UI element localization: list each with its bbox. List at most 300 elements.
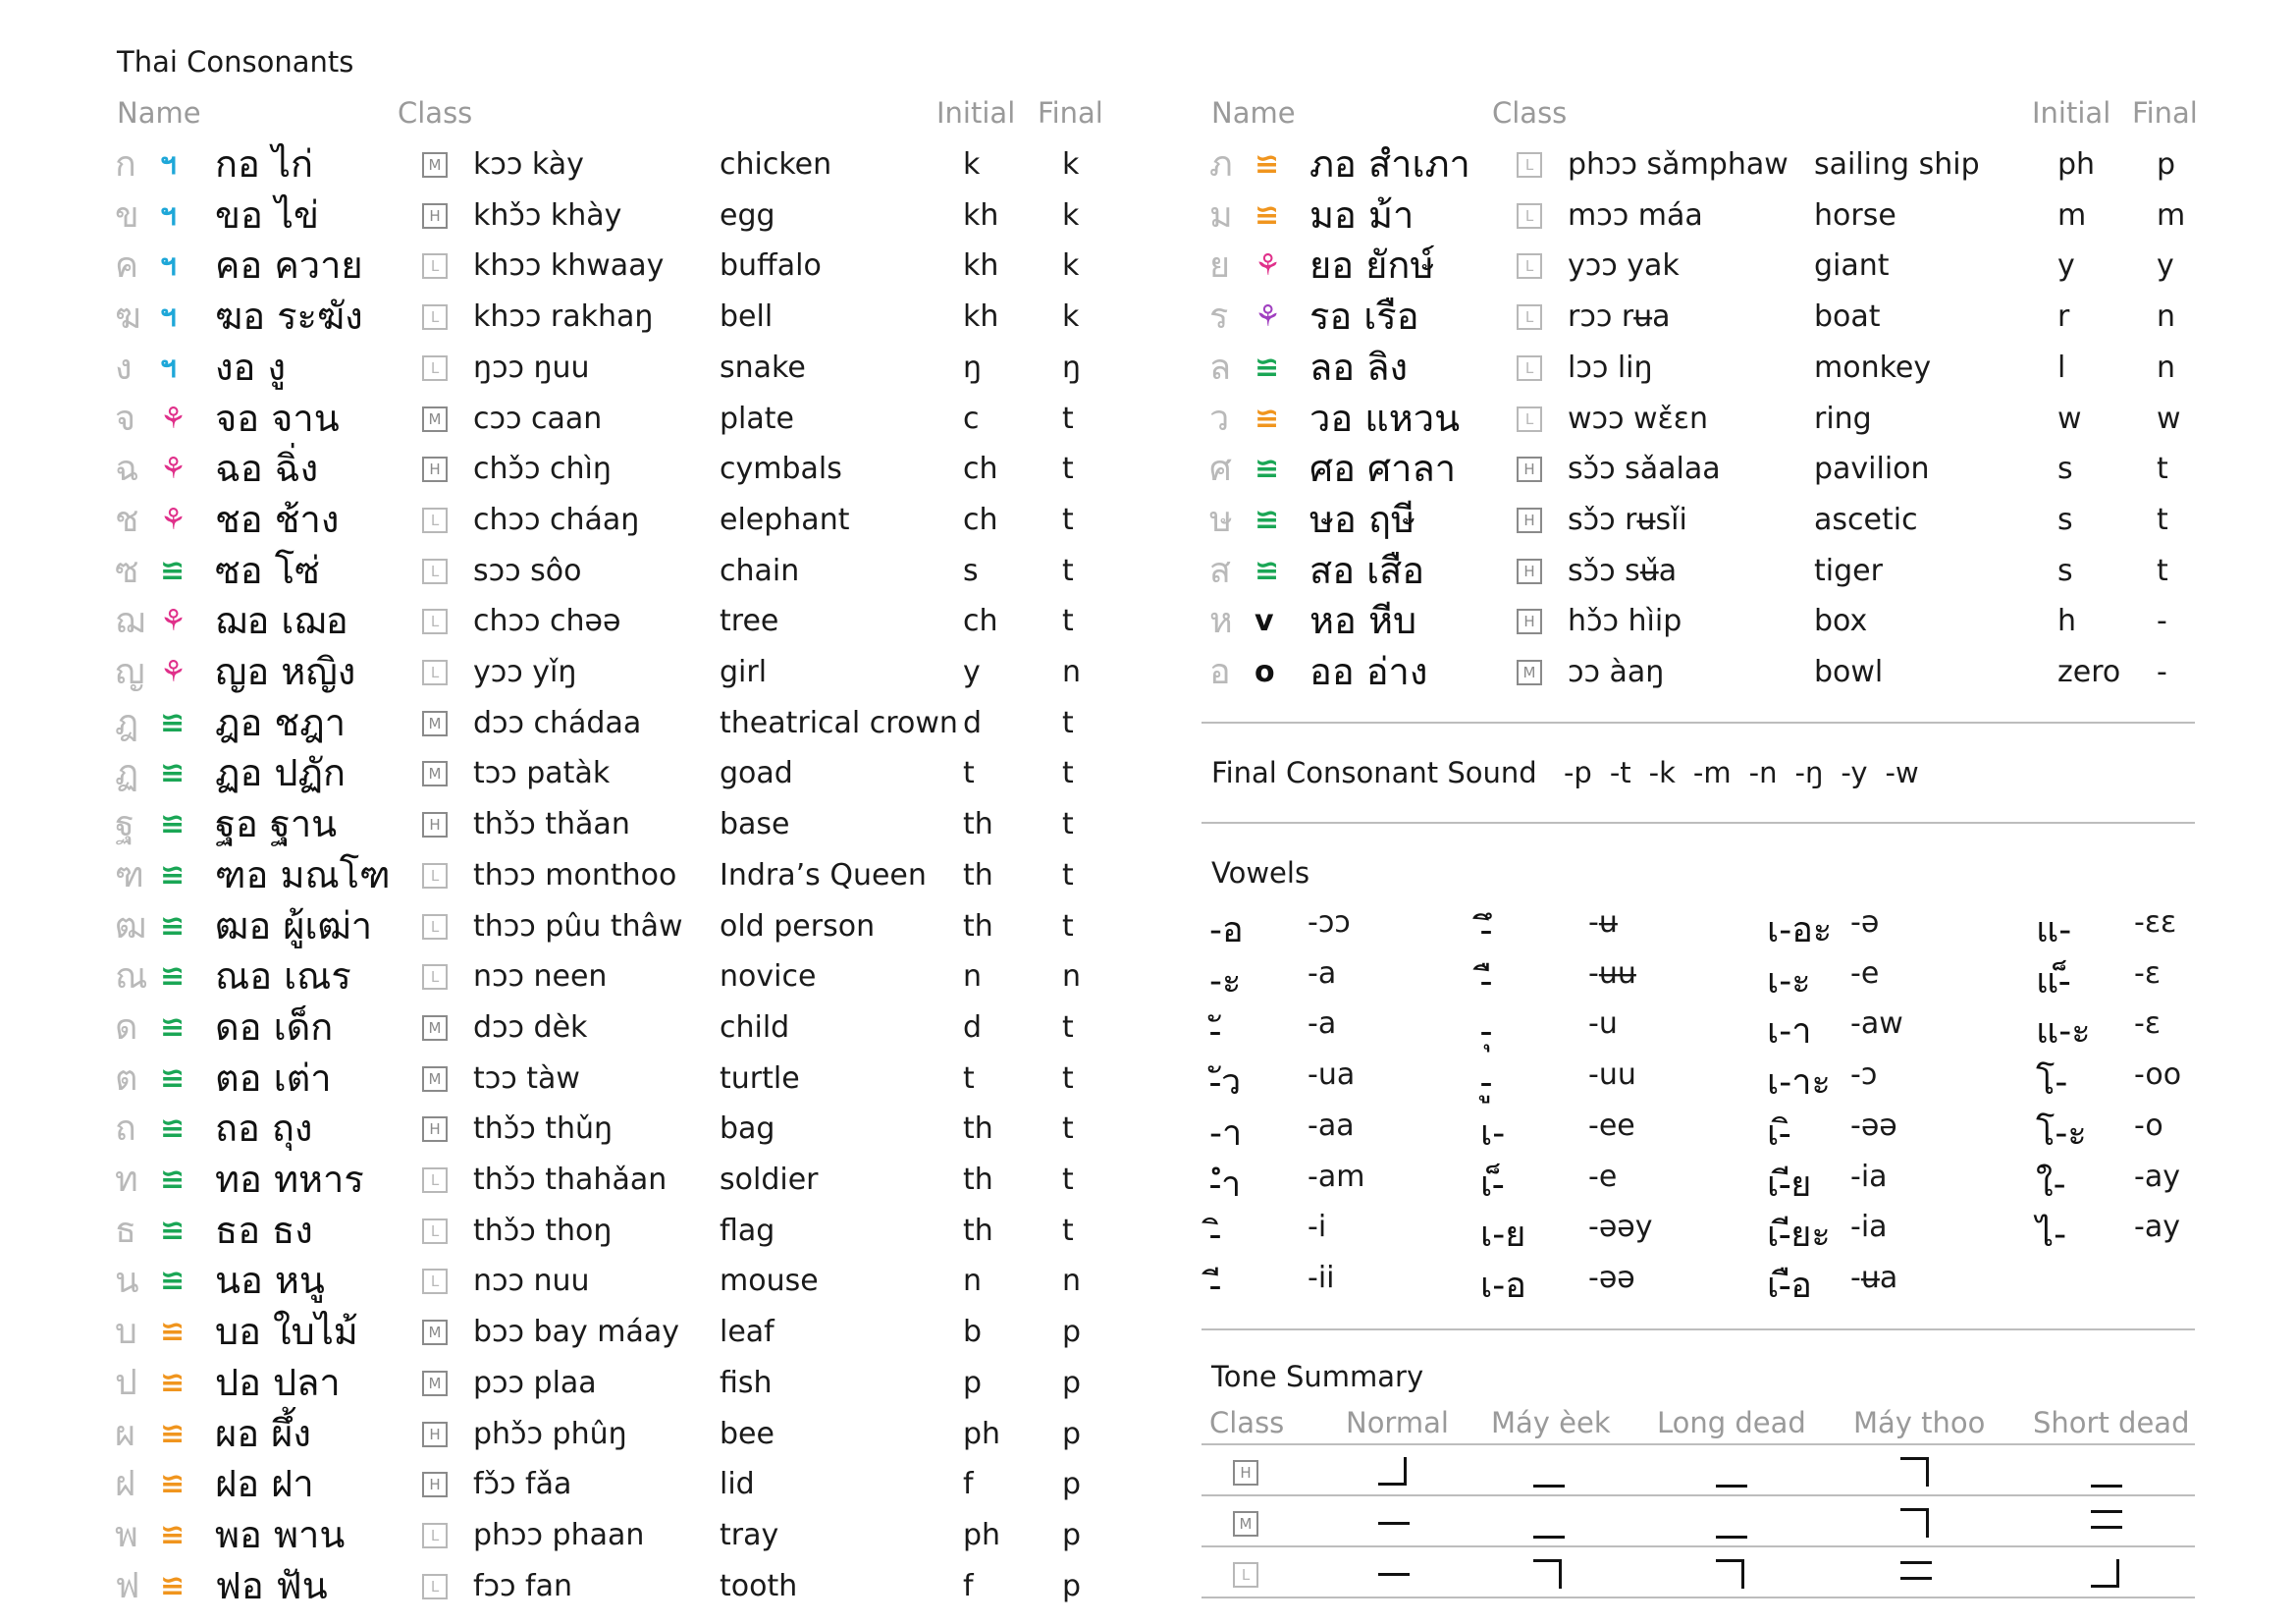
english-meaning: bee <box>720 1416 774 1451</box>
tone-stroke <box>1900 1577 1932 1580</box>
class-symbol-icon: ฯ <box>160 350 177 385</box>
romanization: chɔ̌ɔ chìŋ <box>473 452 612 487</box>
vowel-sound: -ii <box>1308 1260 1335 1295</box>
class-box-icon: L <box>422 863 448 889</box>
initial-sound: k <box>963 147 981 182</box>
final-sound: n <box>2157 299 2176 335</box>
tone-stroke <box>1533 1559 1561 1562</box>
vowel-thai: เ-า <box>1767 1011 1812 1053</box>
class-symbol-icon: ⚘ <box>160 604 187 639</box>
vowel-sound: -o <box>2134 1108 2163 1143</box>
consonant-row <box>1209 495 2240 545</box>
vowel-sound: -ʉʉ <box>1588 955 1636 991</box>
vowel-sound: -əə <box>1588 1260 1635 1295</box>
consonant-row <box>115 698 1146 748</box>
class-box-icon: L <box>1517 355 1542 381</box>
thai-name: มอ ม้า <box>1309 192 1415 237</box>
final-sound: t <box>1062 807 1074 842</box>
header-final-right: Final <box>2132 96 2198 130</box>
final-sound: t <box>1062 857 1074 893</box>
class-box-icon: H <box>422 203 448 229</box>
vowel-thai: -ุ <box>1480 1011 1492 1053</box>
consonant-row <box>115 444 1146 494</box>
english-meaning: monkey <box>1814 350 1932 385</box>
vowel-sound: -aa <box>1308 1108 1355 1143</box>
letter-ghost: ค <box>115 245 139 287</box>
letter-ghost: พ <box>115 1514 138 1555</box>
consonant-row <box>115 901 1146 951</box>
initial-sound: ch <box>963 452 998 487</box>
class-symbol-icon: ≌ <box>1255 452 1280 487</box>
consonant-row <box>1209 546 2240 596</box>
tone-mark-mid <box>1374 1549 1414 1598</box>
consonant-row <box>115 343 1146 393</box>
consonant-row <box>1209 343 2240 393</box>
class-box-icon: L <box>422 253 448 279</box>
final-sound-item: -ŋ <box>1794 756 1824 789</box>
thai-name: ฉอ ฉิ่ง <box>215 447 319 491</box>
letter-ghost: ซ <box>115 550 139 591</box>
thai-name: ฟอ ฟัน <box>215 1563 328 1607</box>
letter-ghost: ห <box>1209 601 1233 642</box>
thai-name: จอ จาน <box>215 396 340 440</box>
tone-stroke <box>1900 1508 1928 1511</box>
letter-ghost: ต <box>115 1057 138 1099</box>
tone-mark-high <box>2087 1498 2126 1547</box>
final-sound: - <box>2157 604 2167 639</box>
thai-name: ออ อ่าง <box>1309 650 1428 693</box>
tone-mark-low <box>1529 1447 1569 1496</box>
thai-name: ขอ ไข่ <box>215 192 319 237</box>
class-symbol-icon: ≌ <box>160 1416 186 1451</box>
final-sound-item: -n <box>1748 756 1778 789</box>
tone-stroke <box>1900 1457 1928 1460</box>
final-sound-item: -k <box>1648 756 1676 789</box>
vowel-sound: -u <box>1588 1006 1618 1042</box>
class-symbol-icon: ≌ <box>1255 197 1280 233</box>
letter-ghost: ฝ <box>115 1464 136 1505</box>
thai-name: ฐอ ฐาน <box>215 802 338 846</box>
thai-name: ฒอ ผู้เฒ่า <box>215 903 373 947</box>
final-sound: t <box>1062 502 1074 537</box>
tone-mark-mid <box>1374 1498 1414 1547</box>
vowels-title: Vowels <box>1211 856 1310 890</box>
class-box-icon: L <box>1233 1562 1258 1588</box>
class-symbol-icon: ⚘ <box>1255 248 1281 284</box>
class-symbol-icon: ≌ <box>1255 553 1280 588</box>
english-meaning: sailing ship <box>1814 147 1980 182</box>
english-meaning: snake <box>720 350 806 385</box>
english-meaning: cymbals <box>720 452 842 487</box>
class-box-icon: L <box>422 609 448 634</box>
class-box-icon: H <box>1517 508 1542 533</box>
letter-ghost: ฉ <box>115 449 139 490</box>
letter-ghost: ล <box>1209 347 1232 388</box>
vowel-sound: -ɛ <box>2134 1006 2162 1042</box>
final-sound: t <box>1062 1163 1074 1197</box>
tone-header: Normal <box>1346 1406 1449 1439</box>
vowel-thai: เ-ีย <box>1767 1164 1812 1205</box>
consonant-row <box>115 1002 1146 1053</box>
class-box-icon: M <box>422 1015 448 1041</box>
vowel-thai: ใ- <box>2036 1164 2066 1205</box>
class-box-icon: H <box>422 1422 448 1447</box>
thai-name: ฎอ ชฎา <box>215 700 347 744</box>
vowel-sound: -ee <box>1588 1108 1635 1143</box>
letter-ghost: ฟ <box>115 1565 140 1606</box>
tone-stroke <box>1716 1559 1743 1562</box>
vowel-thai: เ-อะ <box>1767 910 1833 950</box>
letter-ghost: ษ <box>1209 499 1233 540</box>
thai-name: งอ งู <box>215 345 287 389</box>
tone-row-rule <box>1201 1545 2195 1547</box>
letter-ghost: ถ <box>115 1109 136 1150</box>
vowel-thai: เ- <box>1480 1112 1506 1154</box>
vowel-sound: -ɛ <box>2134 955 2162 991</box>
consonant-row <box>1209 241 2240 291</box>
tone-stroke <box>2116 1559 2119 1588</box>
romanization: rɔɔ rʉa <box>1568 299 1671 335</box>
letter-ghost: ฒ <box>115 905 147 947</box>
initial-sound: s <box>963 553 979 588</box>
romanization: sɔ̌ɔ sǎalaa <box>1568 452 1721 487</box>
class-box-icon: H <box>422 457 448 482</box>
initial-sound: ph <box>963 1416 1001 1451</box>
romanization: phɔɔ sǎmphaw <box>1568 147 1789 182</box>
class-box-icon: L <box>1517 152 1542 178</box>
class-box-icon: L <box>422 1574 448 1599</box>
class-symbol-icon: ≌ <box>160 908 186 944</box>
class-symbol-icon: ⚘ <box>1255 299 1281 335</box>
final-sound: t <box>1062 705 1074 740</box>
final-sound: p <box>2157 147 2176 182</box>
vowel-thai: -ะ <box>1209 960 1242 1001</box>
tone-header-rule <box>1201 1443 2195 1445</box>
vowel-thai: -ู <box>1480 1062 1492 1104</box>
romanization: pɔɔ plaa <box>473 1365 597 1400</box>
thai-name: ภอ สำเภา <box>1309 142 1470 186</box>
romanization: dɔɔ dèk <box>473 1009 588 1045</box>
vowel-sound: -ua <box>1308 1057 1356 1093</box>
letter-ghost: ฑ <box>115 854 144 895</box>
vowel-thai: เ-าะ <box>1767 1062 1831 1104</box>
divider <box>1201 822 2195 824</box>
header-initial-right: Initial <box>2032 96 2111 130</box>
consonant-row <box>115 292 1146 342</box>
initial-sound: ph <box>2057 147 2096 182</box>
thai-name: บอ ใบไม้ <box>215 1310 358 1354</box>
consonant-row <box>115 546 1146 596</box>
final-sound: t <box>1062 452 1074 487</box>
thai-name: ปอ ปลา <box>215 1360 341 1404</box>
initial-sound: r <box>2057 299 2070 335</box>
vowel-sound: -ɔɔ <box>1308 905 1351 940</box>
vowel-sound: -ia <box>1850 1159 1888 1194</box>
english-meaning: tooth <box>720 1568 798 1603</box>
english-meaning: novice <box>720 959 817 995</box>
class-symbol-icon: ≌ <box>160 756 186 791</box>
tone-stroke <box>2091 1526 2122 1529</box>
english-meaning: plate <box>720 401 794 436</box>
class-box-icon: H <box>422 1472 448 1497</box>
thai-name: ฆอ ระฆัง <box>215 295 363 339</box>
romanization: sɔ̌ɔ sʉ̌a <box>1568 553 1678 588</box>
initial-sound: th <box>963 1163 993 1197</box>
class-symbol-icon: ฯ <box>160 197 177 233</box>
initial-sound: d <box>963 1009 983 1045</box>
tone-mark-fall <box>1712 1549 1751 1598</box>
romanization: nɔɔ nuu <box>473 1264 590 1299</box>
vowel-thai: -ึ <box>1480 910 1492 950</box>
consonant-row <box>115 1155 1146 1205</box>
thai-name: หอ หีบ <box>1309 599 1417 643</box>
class-box-icon: H <box>1233 1460 1258 1486</box>
class-symbol-icon: ≌ <box>160 1009 186 1045</box>
final-sound: k <box>1062 197 1080 233</box>
thai-name: ถอ ถุง <box>215 1107 313 1151</box>
class-symbol-icon: ≌ <box>1255 147 1280 182</box>
romanization: ŋɔɔ ŋuu <box>473 350 590 385</box>
vowel-sound: -ʉa <box>1850 1260 1898 1295</box>
class-symbol-icon: ≌ <box>1255 350 1280 385</box>
vowel-sound: -ə <box>1850 905 1880 940</box>
vowel-thai: แ- <box>2036 910 2072 950</box>
letter-ghost: ง <box>115 347 133 388</box>
header-class-left: Class <box>398 96 473 130</box>
vowel-thai: -า <box>1209 1112 1243 1154</box>
tone-stroke <box>1404 1457 1407 1486</box>
initial-sound: zero <box>2057 655 2121 689</box>
class-box-icon: L <box>422 355 448 381</box>
consonant-row <box>1209 190 2240 241</box>
english-meaning: tiger <box>1814 553 1883 588</box>
romanization: thɔɔ monthoo <box>473 857 677 893</box>
english-meaning: ring <box>1814 401 1872 436</box>
consonant-row <box>115 850 1146 900</box>
initial-sound: th <box>963 908 993 944</box>
initial-sound: w <box>2057 401 2082 436</box>
romanization: lɔɔ liŋ <box>1568 350 1653 385</box>
class-box-icon: L <box>422 964 448 990</box>
english-meaning: turtle <box>720 1060 800 1096</box>
class-box-icon: L <box>1517 203 1542 229</box>
class-box-icon: M <box>422 711 448 736</box>
initial-sound: ph <box>963 1517 1001 1552</box>
english-meaning: tree <box>720 604 779 639</box>
english-meaning: fish <box>720 1365 773 1400</box>
class-box-icon: L <box>422 559 448 584</box>
thai-name: ดอ เด็ก <box>215 1004 334 1049</box>
letter-ghost: ย <box>1209 245 1231 287</box>
initial-sound: n <box>963 1264 983 1299</box>
tone-mark-low <box>2087 1447 2126 1496</box>
tone-stroke <box>1378 1522 1410 1525</box>
final-sound: ŋ <box>1062 350 1082 385</box>
english-meaning: chain <box>720 553 800 588</box>
consonant-row <box>115 190 1146 241</box>
tone-header: Máy èek <box>1491 1406 1611 1439</box>
vowel-thai: -ั <box>1209 1011 1221 1053</box>
class-box-icon: L <box>422 914 448 940</box>
english-meaning: bowl <box>1814 655 1884 689</box>
final-sound: m <box>2157 197 2186 233</box>
final-sound: n <box>2157 350 2176 385</box>
tone-mark-fall <box>1896 1447 1936 1496</box>
thai-name: ธอ ธง <box>215 1208 313 1252</box>
romanization: khɔ̌ɔ khày <box>473 197 622 233</box>
class-symbol-icon: ≌ <box>160 1163 186 1197</box>
final-sound: p <box>1062 1365 1082 1400</box>
tone-stroke <box>1378 1483 1406 1486</box>
thai-name: ญอ หญิง <box>215 650 356 693</box>
tone-mark-low <box>1529 1498 1569 1547</box>
final-sound: w <box>2157 401 2181 436</box>
thai-name: พอ พาน <box>215 1512 346 1556</box>
thai-name: ผอ ผึ้ง <box>215 1411 311 1455</box>
romanization: mɔɔ máa <box>1568 197 1703 233</box>
thai-name: ทอ ทหาร <box>215 1158 364 1201</box>
final-sound: y <box>2157 248 2174 284</box>
final-sound-item: -m <box>1692 756 1732 789</box>
thai-name: สอ เสือ <box>1309 548 1425 592</box>
consonant-row <box>1209 647 2240 697</box>
final-sound-item: -p <box>1563 756 1592 789</box>
english-meaning: lid <box>720 1467 755 1502</box>
initial-sound: m <box>2057 197 2087 233</box>
vowel-sound: -uu <box>1588 1057 1636 1093</box>
romanization: phɔ̌ɔ phûŋ <box>473 1416 627 1451</box>
consonant-row <box>115 1561 1146 1611</box>
final-sound: k <box>1062 147 1080 182</box>
class-box-icon: M <box>422 761 448 786</box>
header-name-right: Name <box>1211 96 1296 130</box>
class-symbol-icon: ≌ <box>160 1365 186 1400</box>
thai-name: ฝอ ฝา <box>215 1462 314 1506</box>
thai-name: ฏอ ปฏัก <box>215 751 347 795</box>
initial-sound: th <box>963 807 993 842</box>
thai-name: ตอ เต่า <box>215 1056 332 1100</box>
vowel-thai: เ-ะ <box>1767 960 1811 1001</box>
english-meaning: tray <box>720 1517 779 1552</box>
tone-stroke <box>1716 1536 1747 1539</box>
letter-ghost: ฎ <box>115 702 139 743</box>
romanization: yɔɔ yǐŋ <box>473 655 577 689</box>
consonant-row <box>115 394 1146 444</box>
thai-name: ซอ โซ่ <box>215 548 320 592</box>
class-symbol-icon: ≌ <box>160 959 186 995</box>
class-box-icon: L <box>422 1218 448 1244</box>
thai-name: ษอ ฤษี <box>1309 497 1416 541</box>
class-symbol-icon: ≌ <box>160 1213 186 1248</box>
header-final-left: Final <box>1038 96 1103 130</box>
thai-name: ศอ ศาลา <box>1309 447 1457 491</box>
final-sound: n <box>1062 1264 1082 1299</box>
romanization: thɔ̌ɔ thoŋ <box>473 1213 613 1248</box>
final-sound: t <box>1062 1009 1074 1045</box>
final-sound-item: -y <box>1841 756 1868 789</box>
divider <box>1201 722 2195 724</box>
class-symbol-icon: ≌ <box>160 807 186 842</box>
initial-sound: l <box>2057 350 2066 385</box>
final-sound: - <box>2157 655 2167 689</box>
english-meaning: bag <box>720 1111 775 1147</box>
romanization: khɔɔ rakhaŋ <box>473 299 654 335</box>
class-box-icon: M <box>422 1066 448 1092</box>
final-sound: t <box>2157 553 2168 588</box>
romanization: yɔɔ yak <box>1568 248 1680 284</box>
thai-name: คอ ควาย <box>215 244 363 288</box>
tone-stroke <box>1716 1485 1747 1488</box>
letter-ghost: ณ <box>115 956 148 998</box>
letter-ghost: ส <box>1209 550 1231 591</box>
class-box-icon: L <box>422 1269 448 1294</box>
vowel-thai: -ิ <box>1209 1215 1221 1256</box>
thai-name: ลอ ลิง <box>1309 345 1409 389</box>
english-meaning: ascetic <box>1814 502 1918 537</box>
initial-sound: th <box>963 1213 993 1248</box>
vowel-sound: -əəy <box>1588 1210 1653 1245</box>
initial-sound: f <box>963 1568 974 1603</box>
initial-sound: th <box>963 1111 993 1147</box>
vowel-sound: -əə <box>1850 1108 1897 1143</box>
header-class-right: Class <box>1492 96 1568 130</box>
tone-stroke <box>2091 1485 2122 1488</box>
final-sound: t <box>1062 1060 1074 1096</box>
final-sound: p <box>1062 1416 1082 1451</box>
class-symbol-icon: ⚘ <box>160 502 187 537</box>
final-sound-item: -w <box>1885 756 1919 789</box>
vowel-sound: -e <box>1588 1159 1618 1194</box>
initial-sound: kh <box>963 299 999 335</box>
class-box-icon: L <box>422 1523 448 1548</box>
vowel-sound: -e <box>1850 955 1880 991</box>
initial-sound: t <box>963 756 975 791</box>
letter-ghost: ฐ <box>115 804 134 845</box>
consonant-row <box>115 495 1146 545</box>
tone-mark-fall <box>1529 1549 1569 1598</box>
english-meaning: theatrical crown <box>720 705 958 740</box>
letter-ghost: ช <box>115 499 139 540</box>
class-box-icon: L <box>422 508 448 533</box>
vowel-thai: -ำ <box>1209 1164 1242 1205</box>
letter-ghost: น <box>115 1261 139 1302</box>
initial-sound: h <box>2057 604 2077 639</box>
english-meaning: flag <box>720 1213 775 1248</box>
class-symbol-icon: ≌ <box>160 1467 186 1502</box>
letter-ghost: ท <box>115 1160 138 1200</box>
romanization: tɔɔ patàk <box>473 756 611 791</box>
class-box-icon: H <box>422 1116 448 1142</box>
english-meaning: girl <box>720 655 768 689</box>
romanization: sɔ̌ɔ rʉsǐi <box>1568 502 1687 537</box>
vowel-sound: -ay <box>2134 1159 2180 1194</box>
english-meaning: base <box>720 807 790 842</box>
romanization: kɔɔ kày <box>473 147 584 182</box>
final-sound: p <box>1062 1517 1082 1552</box>
class-box-icon: H <box>422 812 448 838</box>
vowel-sound: -ay <box>2134 1210 2180 1245</box>
vowel-thai: -ื <box>1480 960 1492 1001</box>
thai-name: ยอ ยักษ์ <box>1309 244 1435 288</box>
class-symbol-icon: ≌ <box>160 553 186 588</box>
english-meaning: box <box>1814 604 1868 639</box>
romanization: thɔ̌ɔ thǎan <box>473 807 630 842</box>
initial-sound: ŋ <box>963 350 983 385</box>
thai-name: ฑอ มณโฑ <box>215 852 391 896</box>
english-meaning: soldier <box>720 1163 819 1197</box>
letter-ghost: ว <box>1209 398 1230 439</box>
consonant-row <box>1209 292 2240 342</box>
